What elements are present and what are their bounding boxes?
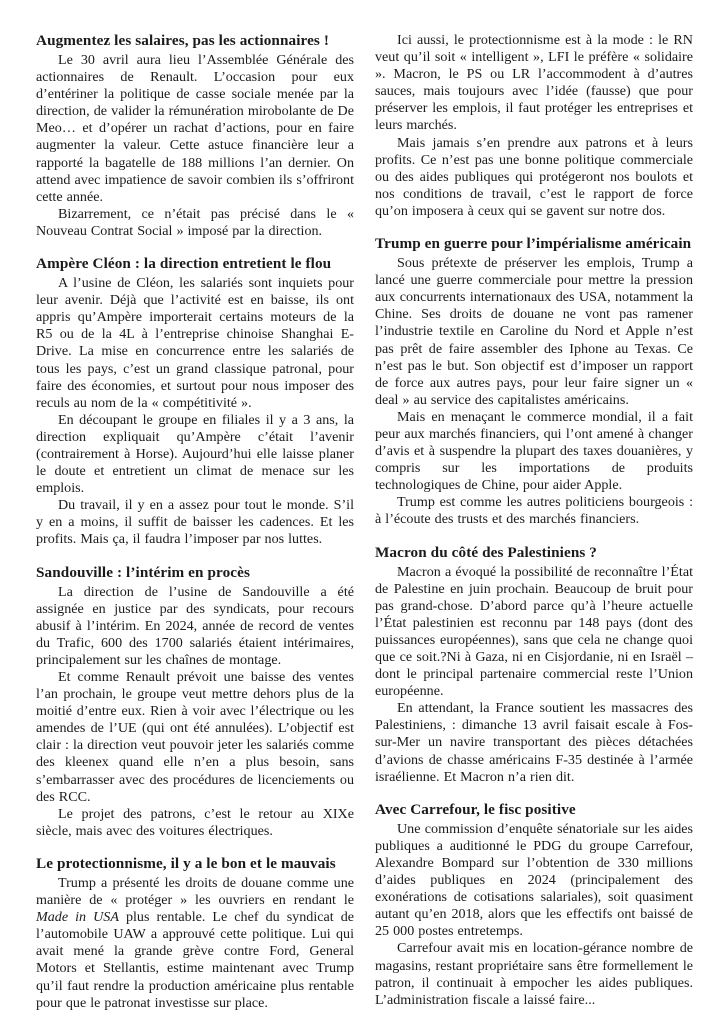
section-macron-palestiniens [375, 544, 693, 786]
paragraph: La direction de l’usine de Sandouville a été assignée en justice par des syndicats, pour recours abusif à l’intérim. En 2024, année de record de ventes du Trafic, 600 des 1700 salariés étaient intérimaires, principalement sur les chaînes de montage. [36, 583, 354, 668]
paragraph: A l’usine de Cléon, les salariés sont inquiets pour leur avenir. Déjà que l’activité est en baisse, ils ont appris qu’Ampère importerait certains moteurs de la R5 ou de la 4L à l’entreprise chinoise Shanghai E-Drive. La mise en concurrence entre les salariés de tous les pays, c’est un grand classique patronal, pour faire des économies, et surtout pour nous imposer des reculs au nom de la « compétitivité ». [36, 275, 354, 411]
section-salaires [36, 32, 354, 240]
paragraph: Carrefour avait mis en location-gérance nombre de magasins, restant propriétaire sans être formellement le patron, il continuait à empocher les aides publiques. L’administration fiscale a laissé faire... [375, 940, 693, 1008]
paragraph: En attendant, la France soutient les massacres des Palestiniens, : dimanche 13 avril faisait escale à Fos-sur-Mer un navire transportant des pièces détachées d’avions de chasse américains F-35 destinée à l’armée israélienne. Et Macron n’a rien dit. [375, 700, 693, 785]
paragraph [36, 875, 354, 1012]
section-heading: Macron du côté des Palestiniens ? [375, 543, 597, 561]
section-heading: Le protectionnisme, il y a le bon et le mauvais [36, 854, 336, 872]
paragraph: En découpant le groupe en filiales il y a 3 ans, la direction expliquait qu’Ampère c’était l’avenir (contrairement à Horse). Aujourd’hui elle laisse planer le doute et entretient un climat de menace sur les emplois. [36, 411, 354, 497]
paragraph: Macron a évoqué la possibilité de reconnaître l’État de Palestine en juin prochain. Beaucoup de bruit pour pas grand-chose. D’abord parce qu’à l’heure actuelle l’État palestinien est reconnu par 148 pays (dont des puissances européennes), sans que cela ne change quoi que ce soit.?Ni à Gaza, ni en Cisjordanie, ni en Israël – dont le principal partenaire commercial reste l’Union européenne. [375, 563, 693, 700]
section-heading: Augmentez les salaires, pas les actionnaires ! [36, 32, 329, 49]
right-column [375, 32, 693, 1008]
paragraph: Une commission d’enquête sénatoriale sur les aides publiques a auditionné le PDG du groupe Carrefour, Alexandre Bompard sur l’obtention de 330 millions d’aides publiques en 2024 (principalement des exonérations de cotisations salariales), soit quasiment autant qu’en 2018, alors que les effectifs ont baissé de 25 000 postes entretemps. [375, 820, 693, 940]
section-heading: Trump en guerre pour l’impérialisme américain [375, 235, 692, 253]
paragraph: Ici aussi, le protectionnisme est à la mode : le RN veut qu’il soit « intelligent », LFI le préfère « solidaire ». Macron, le PS ou LR l’accommodent à d’autres sauces, mais toujours avec l’idée (fausse) que pour préserver les emplois, il faut protéger les entreprises et leurs marchés. [375, 32, 693, 134]
section-carrefour-fisc [375, 801, 693, 1009]
paragraph: Le 30 avril aura lieu l’Assemblée Générale des actionnaires de Renault. L’occasion pour eux d’entériner la politique de casse sociale menée par la direction, de valider la rémunération mirobolante de De Meo… et d’opérer un rachat d’actions, pour en faire augmenter la valeur. Cette astuce financière leur a rapporté la bagatelle de 188 millions l’an dernier. On attend avec impatience de savoir combien ils s’offriront cette année. [36, 52, 354, 205]
section-heading: Avec Carrefour, le fisc positive [375, 800, 576, 818]
paragraph: Mais en menaçant le commerce mondial, il a fait peur aux marchés financiers, qui l’ont amené à changer d’avis et à suspendre la plupart des taxes douanières, y compris sur les importations de produits technologiques de Chine, pour aider Apple. [375, 408, 693, 494]
paragraph: Mais jamais s’en prendre aux patrons et à leurs profits. Ce n’est pas une bonne politique commerciale ou des aides publiques qui protégeront nos boulots et nos conditions de travail, c’est le rapport de force qu’on imposera à ceux qui se gavent sur notre dos. [375, 134, 693, 219]
paragraph: Bizarrement, ce n’était pas précisé dans le « Nouveau Contrat Social » imposé par la direction. [36, 205, 354, 239]
section-heading: Ampère Cléon : la direction entretient le flou [36, 255, 332, 273]
paragraph: Trump est comme les autres politiciens bourgeois : à l’écoute des trusts et des marchés financiers. [375, 494, 693, 528]
section-sandouville [36, 564, 354, 840]
section-protectionnisme [36, 855, 354, 1012]
paragraph-text: plus rentable. Le chef du syndicat de l’automobile UAW a approuvé cette politique. Lui qui avait mené la grande grève contre Ford, General Motors et Stellantis, estime maintenant avec Trump qu’il faut rendre la production américaine plus rentable pour que le patronat investisse sur place. [36, 909, 354, 1011]
section-protectionnisme-suite [375, 32, 693, 220]
paragraph: Du travail, il y en a assez pour tout le monde. S’il y en a moins, il suffit de baisser les cadences. Et les profits. Mais ça, il faudra l’imposer par nos luttes. [36, 497, 354, 548]
section-trump-imperialisme [375, 235, 693, 529]
paragraph: Le projet des patrons, c’est le retour au XIXe siècle, mais avec des voitures électriques. [36, 805, 354, 839]
paragraph: Sous prétexte de préserver les emplois, Trump a lancé une guerre commerciale pour mettre la pression aux concurrents internationaux des USA, notamment la Chine. Ses droits de douane ne vont pas ramener l’industrie textile en Caroline du Nord et Apple n’est pas prêt de faire assembler des Iphone au Texas. Ce n’est pas le but. Son objectif est d’imposer un rapport de force aux autres pays, pour leur faire signer un « deal » au service des capitalistes américains. [375, 255, 693, 408]
section-heading: Sandouville : l’intérim en procès [36, 563, 250, 581]
section-ampere-cleon [36, 255, 354, 549]
paragraph-text: Trump a présenté les droits de douane comme une manière de « protéger » les ouvriers en rendant le [36, 874, 354, 909]
left-column [36, 32, 354, 1011]
paragraph: Et comme Renault prévoit une baisse des ventes l’an prochain, le groupe veut mettre dehors plus de la moitié d’entre eux. Rien à voir avec l’électrique ou les amendes de l’UE (qui ont été annulées). L’objectif est clair : la direction veut pouvoir jeter les salariés comme des kleenex quand elle n’en a plus besoin, sans s’embarrasser avec des procédures de licenciements ou des RCC. [36, 669, 354, 805]
italic-phrase: Made in USA [36, 909, 119, 926]
